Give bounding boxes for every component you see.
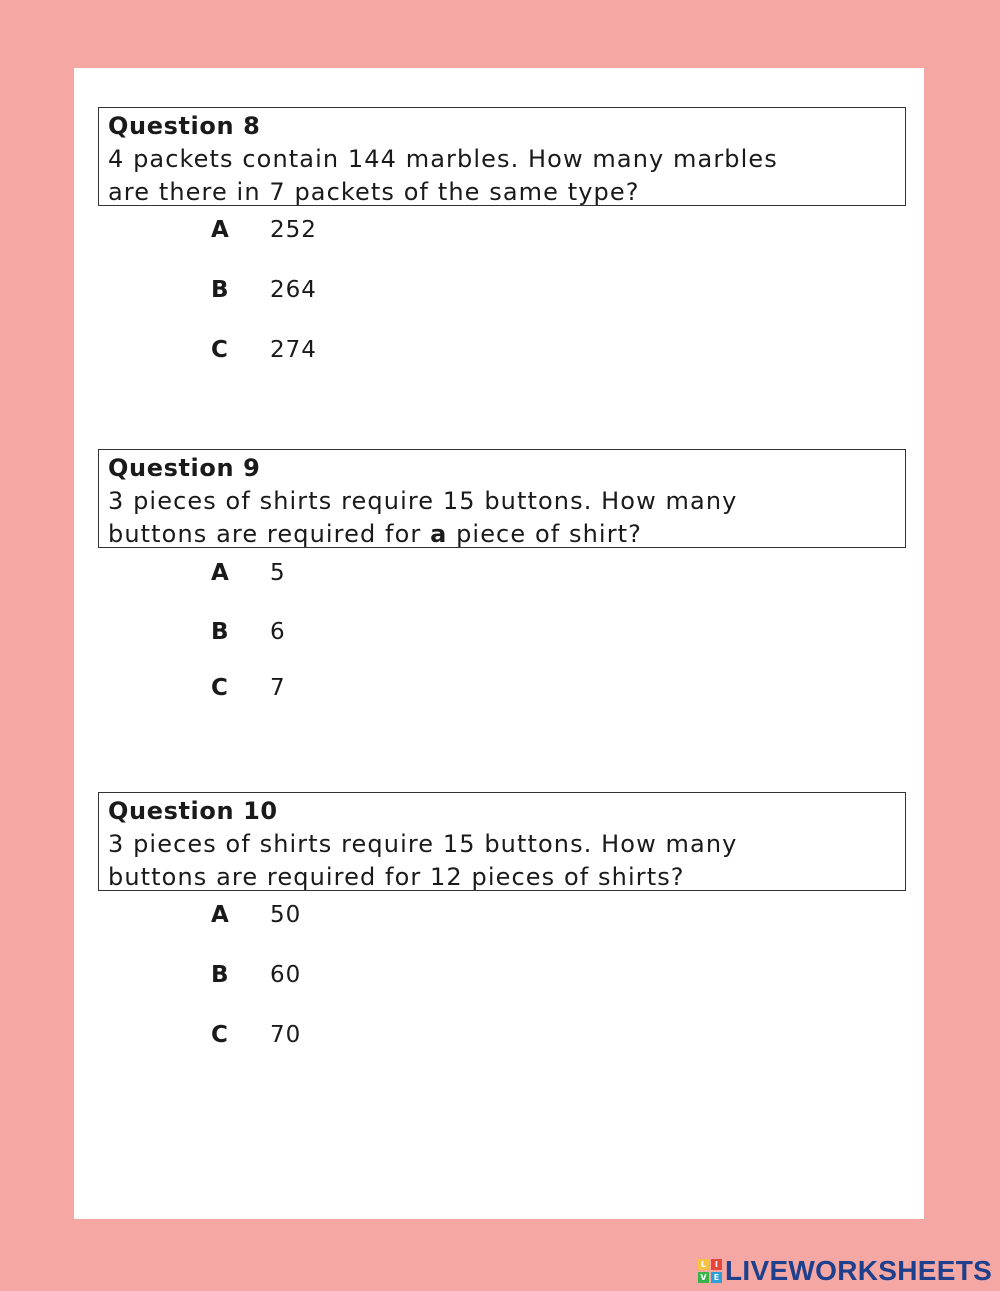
worksheet-page (74, 68, 924, 1219)
question-10-box (98, 792, 906, 891)
question-9-box (98, 449, 906, 548)
logo-block-i: I (711, 1259, 722, 1270)
logo-block-l: L (698, 1259, 709, 1270)
option-value: 252 (270, 217, 317, 243)
option-letter: A (211, 902, 230, 928)
question-9-text-line2 (108, 518, 896, 551)
option-value: 264 (270, 277, 317, 303)
logo-block-v: V (698, 1272, 709, 1283)
question-9-option-b[interactable] (211, 615, 286, 649)
option-letter: C (211, 1022, 229, 1048)
logo-text: LIVEWORKSHEETS (725, 1255, 993, 1286)
question-8-text-line2: are there in 7 packets of the same type? (108, 178, 640, 206)
question-10-option-b[interactable] (211, 958, 301, 992)
logo-blocks-icon (698, 1259, 722, 1283)
question-9-text-line2-post: piece of shirt? (447, 520, 643, 548)
option-value: 6 (270, 619, 286, 645)
question-8-option-c[interactable] (211, 333, 317, 367)
question-8-text-line1: 4 packets contain 144 marbles. How many marbles (108, 145, 778, 173)
option-value: 60 (270, 962, 302, 988)
question-9-title: Question 9 (108, 454, 261, 482)
question-10-option-c[interactable] (211, 1018, 301, 1052)
question-9-option-c[interactable] (211, 671, 286, 705)
question-9-text-line1: 3 pieces of shirts require 15 buttons. How many (108, 487, 738, 515)
option-value: 70 (270, 1022, 302, 1048)
option-value: 50 (270, 902, 302, 928)
question-9-option-a[interactable] (211, 556, 286, 590)
option-letter: B (211, 277, 230, 303)
option-letter: A (211, 560, 230, 586)
question-10-title: Question 10 (108, 797, 278, 825)
question-10-text-line2: buttons are required for 12 pieces of shirts? (108, 863, 685, 891)
option-value: 5 (270, 560, 286, 586)
logo-block-e: E (711, 1272, 722, 1283)
question-9-text-line2-pre: buttons are required for (108, 520, 431, 548)
option-value: 274 (270, 337, 317, 363)
question-10-option-a[interactable] (211, 898, 301, 932)
option-letter: B (211, 962, 230, 988)
question-8-option-a[interactable] (211, 213, 317, 247)
option-letter: C (211, 675, 229, 701)
question-8-title: Question 8 (108, 112, 261, 140)
option-letter: A (211, 217, 230, 243)
option-value: 7 (270, 675, 286, 701)
question-8-option-b[interactable] (211, 273, 317, 307)
option-letter: C (211, 337, 229, 363)
question-8-box (98, 107, 906, 206)
liveworksheets-logo (698, 1256, 992, 1286)
option-letter: B (211, 619, 230, 645)
question-9-text-line2-bold: a (430, 520, 448, 548)
question-10-text-line1: 3 pieces of shirts require 15 buttons. How many (108, 830, 738, 858)
